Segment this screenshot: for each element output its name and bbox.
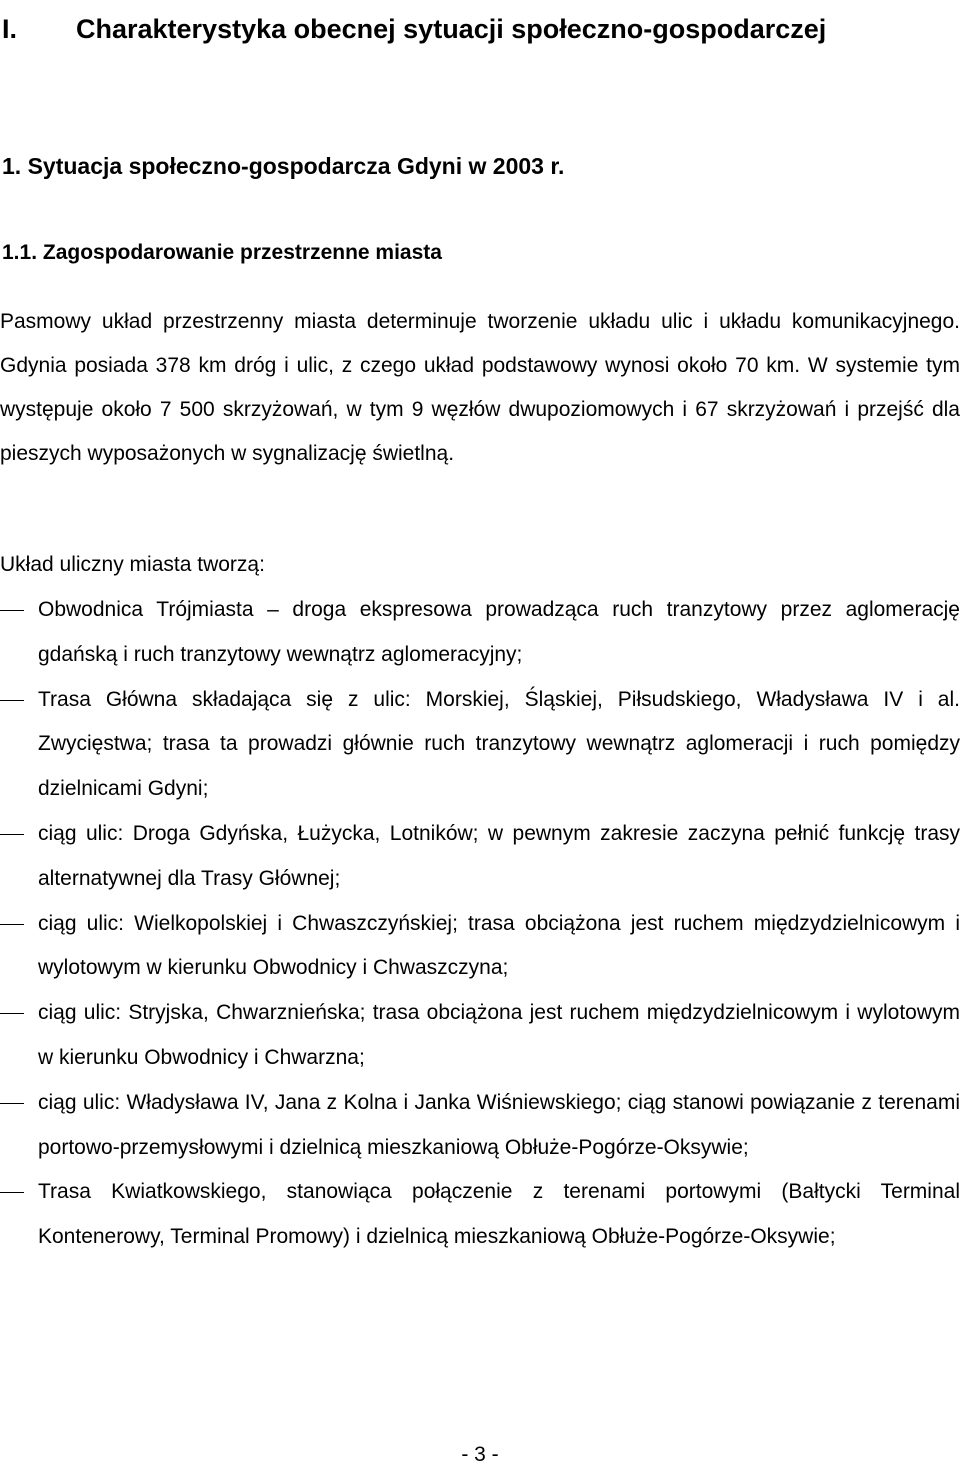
- chapter-title: Charakterystyka obecnej sytuacji społeczno-gospodarczej: [76, 14, 827, 44]
- street-system-list: [0, 588, 960, 1260]
- list-item: [0, 1170, 960, 1260]
- list-item-text: Obwodnica Trójmiasta – droga ekspresowa prowadząca ruch tranzytowy przez aglomerację gdańską i ruch tranzytowy wewnątrz aglomeracyjny;: [38, 598, 960, 666]
- dash-bullet-icon: [0, 700, 24, 701]
- list-item-text: Trasa Główna składająca się z ulic: Morskiej, Śląskiej, Piłsudskiego, Władysława IV i al. Zwycięstwa; trasa ta prowadzi głównie ruch tranzytowy wewnątrz aglomeracji i ruch pomiędzy dzielnicami Gdyni;: [38, 687, 960, 801]
- list-item: [0, 991, 960, 1081]
- chapter-heading: [0, 0, 940, 58]
- paragraph-road-network: Pasmowy układ przestrzenny miasta determinuje tworzenie układu ulic i układu komunikacyjnego. Gdynia posiada 378 km dróg i ulic, z czego układ podstawowy wynosi około 70 km. W systemie tym występuje około 7 500 skrzyżowań, w tym 9 węzłów dwupoziomowych i 67 skrzyżowań i przejść dla pieszych wyposażonych w sygnalizację świetlną.: [0, 310, 960, 465]
- list-item: [0, 812, 960, 902]
- dash-bullet-icon: [0, 834, 24, 835]
- subsection-heading: 1.1. Zagospodarowanie przestrzenne miasta: [2, 241, 442, 264]
- dash-bullet-icon: [0, 924, 24, 925]
- list-item-text: ciąg ulic: Władysława IV, Jana z Kolna i Janka Wiśniewskiego; ciąg stanowi powiązanie z terenami portowo-przemysłowymi i dzielnicą mieszkaniową Obłuże-Pogórze-Oksywie;: [38, 1090, 960, 1159]
- dash-bullet-icon: [0, 1192, 24, 1193]
- list-item-text: Trasa Kwiatkowskiego, stanowiąca połączenie z terenami portowymi (Bałtycki Terminal Kontenerowy, Terminal Promowy) i dzielnicą mieszkaniową Obłuże-Pogórze-Oksywie;: [38, 1180, 960, 1249]
- list-item-text: ciąg ulic: Stryjska, Chwarznieńska; trasa obciążona jest ruchem międzydzielnicowym i wylotowym w kierunku Obwodnicy i Chwarzna;: [38, 1001, 960, 1069]
- list-item: [0, 1081, 960, 1171]
- page-number: - 3 -: [461, 1443, 499, 1466]
- list-item: [0, 678, 960, 812]
- dash-bullet-icon: [0, 1013, 24, 1014]
- list-item: [0, 588, 960, 678]
- section-heading: 1. Sytuacja społeczno-gospodarcza Gdyni w 2003 r.: [2, 153, 565, 179]
- dash-bullet-icon: [0, 610, 24, 611]
- dash-bullet-icon: [0, 1103, 24, 1104]
- list-item-text: ciąg ulic: Wielkopolskiej i Chwaszczyńskiej; trasa obciążona jest ruchem międzydzielnicowym i wylotowym w kierunku Obwodnicy i Chwaszczyna;: [38, 911, 960, 980]
- list-item: [0, 902, 960, 992]
- chapter-number: I.: [2, 14, 18, 44]
- paragraph-street-system-intro: Układ uliczny miasta tworzą:: [0, 553, 265, 576]
- list-item-text: ciąg ulic: Droga Gdyńska, Łużycka, Lotników; w pewnym zakresie zaczyna pełnić funkcję trasy alternatywnej dla Trasy Głównej;: [38, 821, 960, 890]
